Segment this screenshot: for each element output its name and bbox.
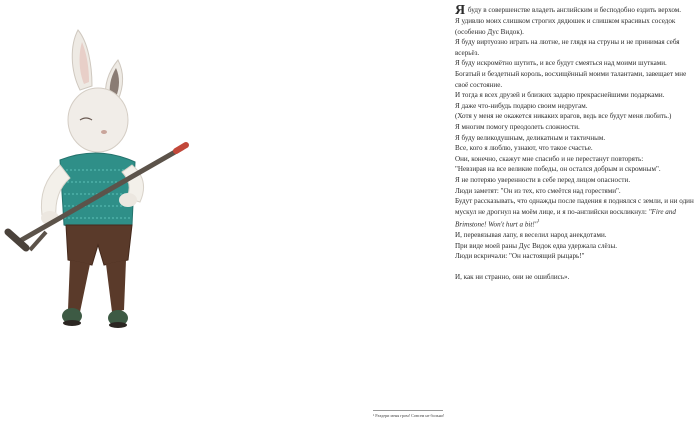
drop-cap: Я xyxy=(455,3,466,18)
paragraph-9: Я многим помогу преодолеть сложности. xyxy=(455,122,580,131)
paragraph-7: Я даже что-нибудь подарю своим недругам. xyxy=(455,101,588,110)
paragraph-2: Я удивлю моих слишком строгих дядюшек и слишком красивых соседок (особенно Дус Видок). xyxy=(455,17,676,36)
paragraph-16: Будут рассказывать, что однажды после падения я поднялся с земли, и ни один мускул не дрогнул на моём лице, и я по-английски воскликнул: "Fire and Brimstone! Won't hurt a bit!"$^{^1}$ xyxy=(455,197,694,229)
paragraph-12: Они, конечно, скажут мне спасибо и не перестанут повторять: xyxy=(455,154,644,163)
paragraph-15: Люди заметят: "Он из тех, кто смеётся над горестями". xyxy=(455,186,621,195)
paragraph-10: Я буду великодушным, деликатным и тактичным. xyxy=(455,133,606,142)
footnote-mark: ¹ xyxy=(537,219,540,226)
rabbit-in-sweater-with-crutch-icon xyxy=(0,20,200,330)
paragraph-14: Я не потеряю уверенности в себе перед лицом опасности. xyxy=(455,175,631,184)
paragraph-19: Люди вскричали: "Он настоящий рыцарь!" xyxy=(455,252,585,261)
paragraph-4: Я буду искромётно шутить, и все будут смеяться над моими шутками. xyxy=(455,59,667,68)
footnote: ¹ Раздери меня гром! Совсем не больно! xyxy=(373,413,445,418)
paragraph-18: При виде моей раны Дус Видок едва удержала слёзы. xyxy=(455,241,617,250)
closing-line: И, как ни странно, они не ошиблись». xyxy=(455,273,570,282)
paragraph-6: И тогда я всех друзей и близких задарю прекраснейшими подарками. xyxy=(455,91,665,100)
story-text xyxy=(455,5,695,283)
footnote-divider xyxy=(373,410,443,411)
paragraph-8: (Хотя у меня не окажется никаких врагов, ведь все будут меня любить.) xyxy=(455,112,672,121)
paragraph-1: Я буду в совершенстве владеть английским и бесподобно ездить верхом. xyxy=(455,3,682,18)
paragraph-11: Все, кого я люблю, узнают, что такое счастье. xyxy=(455,144,593,153)
paragraph-5: Богатый и бездетный король, восхищённый моими талантами, завещает мне своё состояние. xyxy=(455,69,687,89)
paragraph-gap xyxy=(455,262,695,272)
paragraph-3: Я буду виртуозно играть на лютне, не глядя на струны и не принимая себя всерьёз. xyxy=(455,38,680,57)
paragraph-13: "Невзирая на все великие победы, он остался добрым и скромным". xyxy=(455,165,661,174)
paragraph-17: И, перевязывая лапу, я веселил народ анекдотами. xyxy=(455,231,607,240)
exclamation-english: "Fire and Brimstone! Won't hurt a bit!" xyxy=(455,207,676,229)
